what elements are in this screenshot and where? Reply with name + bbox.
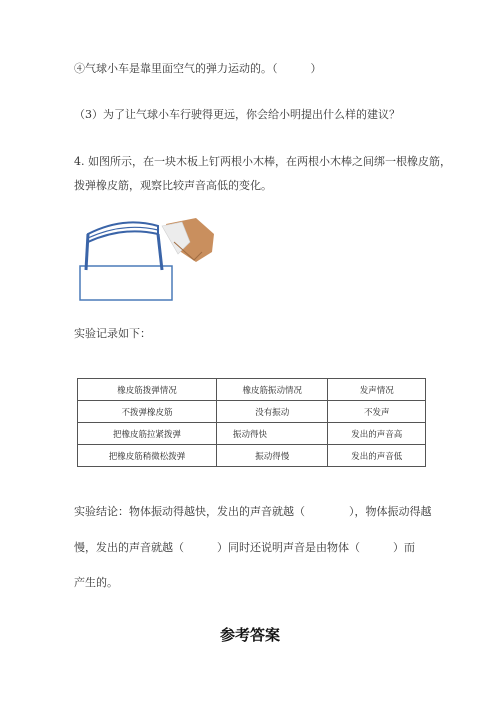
- table-cell: 把橡皮筋稍微松拨弹: [78, 445, 217, 467]
- table-header: 发声情况: [328, 379, 426, 401]
- table-row: [78, 445, 426, 467]
- table-cell: 发出的声音高: [328, 423, 426, 445]
- table-cell: 振动得慢: [217, 445, 328, 467]
- conclusion-line-3: 产生的。: [74, 576, 118, 589]
- table-cell: 不拨弹橡皮筋: [78, 401, 217, 423]
- table-header: 橡皮筋振动情况: [217, 379, 328, 401]
- conclusion-line-1: 实验结论：物体振动得越快，发出的声音就越（ ），物体振动得越: [74, 505, 432, 518]
- conclusion-line-2: 慢，发出的声音就越（ ）同时还说明声音是由物体（ ）而: [74, 541, 415, 554]
- right-stick: [158, 234, 162, 270]
- table-header-row: [78, 379, 426, 401]
- question-3: （3）为了让气球小车行驶得更远，你会给小明提出什么样的建议？: [74, 108, 400, 121]
- table-cell: 把橡皮筋拉紧拨弹: [78, 423, 217, 445]
- question-4-line-2: 拨弹橡皮筋，观察比较声音高低的变化。: [74, 179, 272, 192]
- rubber-band: [88, 222, 158, 242]
- wooden-board: [80, 266, 172, 300]
- table-cell: 发出的声音低: [328, 445, 426, 467]
- table-cell: 不发声: [328, 401, 426, 423]
- question-4-line-1: 4. 如图所示，在一块木板上钉两根小木棒，在两根小木棒之间绑一根橡皮筋，: [74, 155, 451, 168]
- question-item-4: ④气球小车是靠里面空气的弹力运动的。（ ）: [74, 62, 322, 75]
- table-row: [78, 423, 426, 445]
- table-cell: 没有振动: [217, 401, 328, 423]
- table-header: 橡皮筋拨弹情况: [78, 379, 217, 401]
- table-cell: 振动得快: [217, 423, 328, 445]
- hand-icon: [162, 218, 214, 262]
- experiment-record-table: [77, 378, 426, 467]
- rubber-band-figure: [78, 212, 218, 304]
- answer-section-title: 参考答案: [219, 626, 280, 644]
- record-label: 实验记录如下：: [74, 327, 151, 340]
- table-row: [78, 401, 426, 423]
